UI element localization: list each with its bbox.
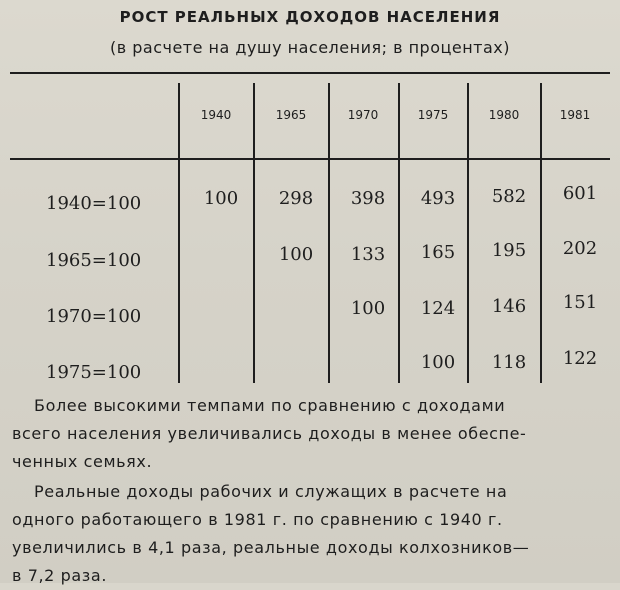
- paragraph-line: Более высокими темпами по сравнению с доходами: [34, 396, 506, 415]
- table-title: РОСТ РЕАЛЬНЫХ ДОХОДОВ НАСЕЛЕНИЯ: [119, 8, 501, 26]
- row-label: 1970=100: [46, 306, 142, 327]
- table-cell: 493: [420, 188, 456, 209]
- column-divider: [540, 83, 542, 383]
- column-header-1975: 1975: [417, 108, 449, 122]
- table-cell: 100: [350, 298, 386, 319]
- table-cell: 118: [491, 352, 527, 373]
- table-cell: 100: [203, 188, 239, 209]
- table-cell: 151: [562, 292, 598, 313]
- paragraph-line: ченных семьях.: [12, 452, 153, 471]
- row-label: 1940=100: [46, 193, 142, 214]
- table-cell: 100: [420, 352, 456, 373]
- table-cell: 146: [491, 296, 527, 317]
- table-cell: 124: [420, 298, 456, 319]
- table-cell: 202: [562, 238, 598, 259]
- table-top-rule: [10, 72, 610, 74]
- paragraph-line: одного работающего в 1981 г. по сравнению с 1940 г.: [12, 510, 503, 529]
- table-cell: 165: [420, 242, 456, 263]
- table-cell: 601: [562, 183, 598, 204]
- table-cell: 133: [350, 244, 386, 265]
- table-header-rule: [10, 158, 610, 160]
- paragraph-line: увеличились в 4,1 раза, реальные доходы колхозников—: [12, 538, 530, 557]
- column-divider: [467, 83, 469, 383]
- column-divider: [328, 83, 330, 383]
- paragraph-line: в 7,2 раза.: [12, 566, 108, 585]
- table-cell: 195: [491, 240, 527, 261]
- column-divider: [398, 83, 400, 383]
- column-header-1970: 1970: [347, 108, 379, 122]
- column-divider: [253, 83, 255, 383]
- table-cell: 100: [278, 244, 314, 265]
- table-subtitle: (в расчете на душу населения; в процентах): [109, 38, 511, 57]
- paragraph-line: всего населения увеличивались доходы в менее обеспе-: [12, 424, 527, 443]
- column-header-1980: 1980: [488, 108, 520, 122]
- column-header-1965: 1965: [275, 108, 307, 122]
- paragraph: [12, 478, 614, 590]
- table-cell: 582: [491, 186, 527, 207]
- paragraph-line: Реальные доходы рабочих и служащих в расчете на: [34, 482, 508, 501]
- table-cell: 298: [278, 188, 314, 209]
- column-divider: [178, 83, 180, 383]
- row-label: 1965=100: [46, 250, 142, 271]
- column-header-1940: 1940: [200, 108, 232, 122]
- table-cell: 398: [350, 188, 386, 209]
- column-header-1981: 1981: [559, 108, 591, 122]
- paragraph: [12, 392, 614, 476]
- row-label: 1975=100: [46, 362, 142, 383]
- table-cell: 122: [562, 348, 598, 369]
